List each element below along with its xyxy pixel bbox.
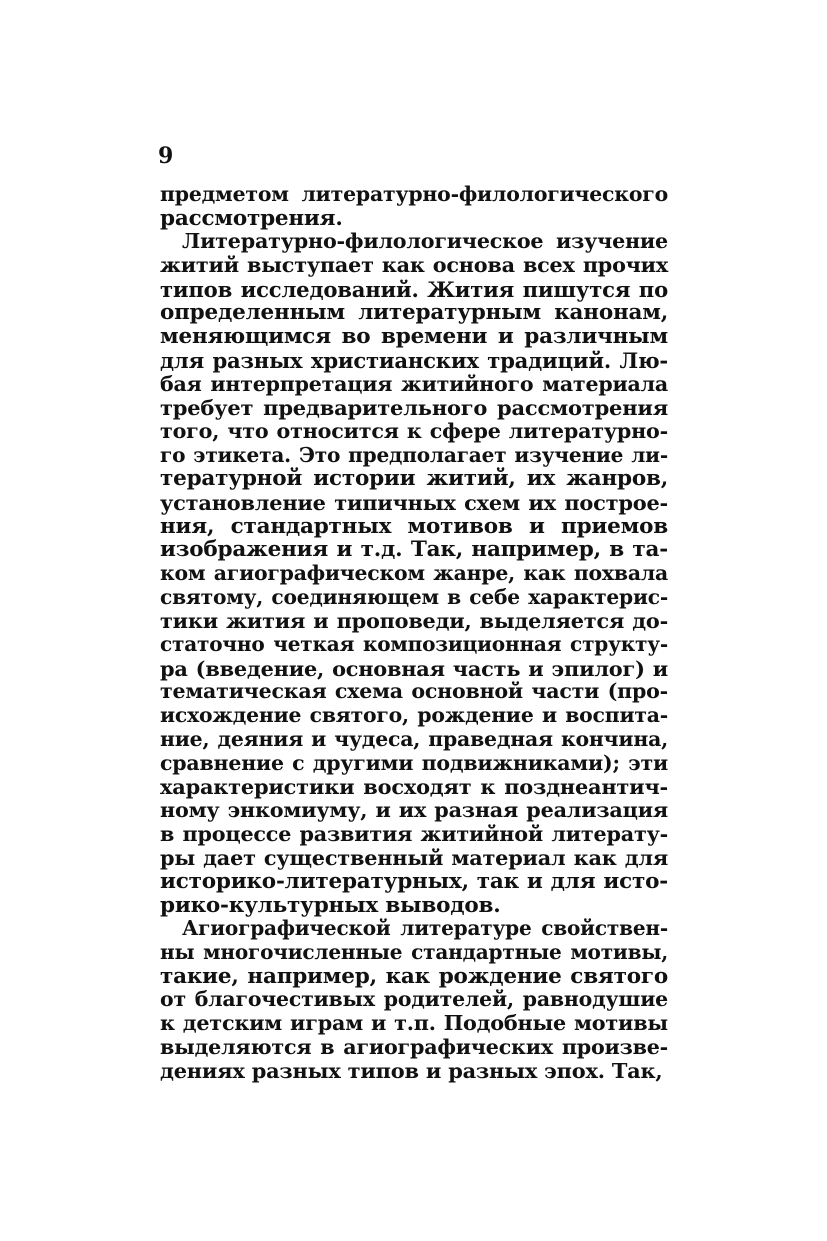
text-line: ния, стандартных мотивов и приемов: [160, 513, 668, 539]
text-line: для разных христианских традиций. Лю-: [160, 347, 668, 373]
text-line: Литературно-филологическое изучение: [182, 229, 668, 254]
paragraph: [160, 183, 668, 230]
text-line: характеристики восходят к позднеантич-: [160, 774, 668, 800]
text-line: ние, деяния и чудеса, праведная кончина,: [160, 726, 668, 751]
text-line: тики жития и проповеди, выделяется до-: [160, 608, 668, 634]
text-line: рико-культурных выводов.: [160, 892, 501, 918]
text-line: рассмотрения.: [160, 205, 343, 231]
text-line: историко-литературных, так и для исто-: [160, 868, 668, 894]
paragraph: [160, 917, 668, 1083]
text-line: установление типичных схем их построе-: [160, 489, 668, 515]
text-line: такие, например, как рождение святого: [160, 963, 668, 989]
text-line: от благочестивых родителей, равнодушие: [160, 987, 668, 1012]
page-number: 9: [158, 143, 174, 169]
text-line: выделяются в агиографических произве-: [160, 1034, 668, 1059]
text-line: ком агиографическом жанре, как похвала: [160, 561, 668, 585]
text-line: определенным литературным канонам,: [160, 300, 668, 326]
text-line: к детским играм и т.п. Подобные мотивы: [160, 1011, 668, 1036]
text-line: типов исследований. Жития пишутся по: [160, 276, 668, 302]
text-line: в процессе развития житийной литерату-: [160, 821, 668, 846]
text-line: ры дает существенный материал как для: [160, 845, 668, 871]
paragraph: [160, 230, 668, 917]
text-line: меняющимся во времени и различным: [160, 324, 668, 350]
text-line: исхождение святого, рождение и воспита-: [160, 703, 668, 728]
text-line: бая интерпретация житийного материала: [160, 371, 668, 396]
text-line: святому, соединяющем в себе характерис-: [160, 584, 668, 609]
text-line: сравнение с другими подвижниками); эти: [160, 750, 668, 775]
text-line: го этикета. Это предполагает изучение ли-: [160, 442, 668, 467]
text-line: тературной истории житий, их жанров,: [160, 466, 668, 492]
text-line: статочно четкая композиционная структу-: [160, 632, 668, 657]
body-text: [160, 183, 668, 1083]
text-line: дениях разных типов и разных эпох. Так,: [160, 1058, 663, 1084]
text-line: ра (введение, основная часть и эпилог) и: [160, 655, 668, 681]
text-line: изображения и т.д. Так, например, в та-: [160, 537, 668, 563]
text-line: житий выступает как основа всех прочих: [160, 253, 668, 278]
text-line: тематическая схема основной части (про-: [160, 679, 668, 704]
text-line: ны многочисленные стандартные мотивы,: [160, 940, 668, 964]
text-line: требует предварительного рассмотрения: [160, 395, 668, 421]
text-line: предметом литературно-филологического: [160, 182, 668, 206]
text-line: того, что относится к сфере литературно-: [160, 418, 668, 443]
text-line: Агиографической литературе свойствен-: [182, 916, 668, 941]
text-line: ному энкомиуму, и их разная реализация: [160, 797, 668, 822]
